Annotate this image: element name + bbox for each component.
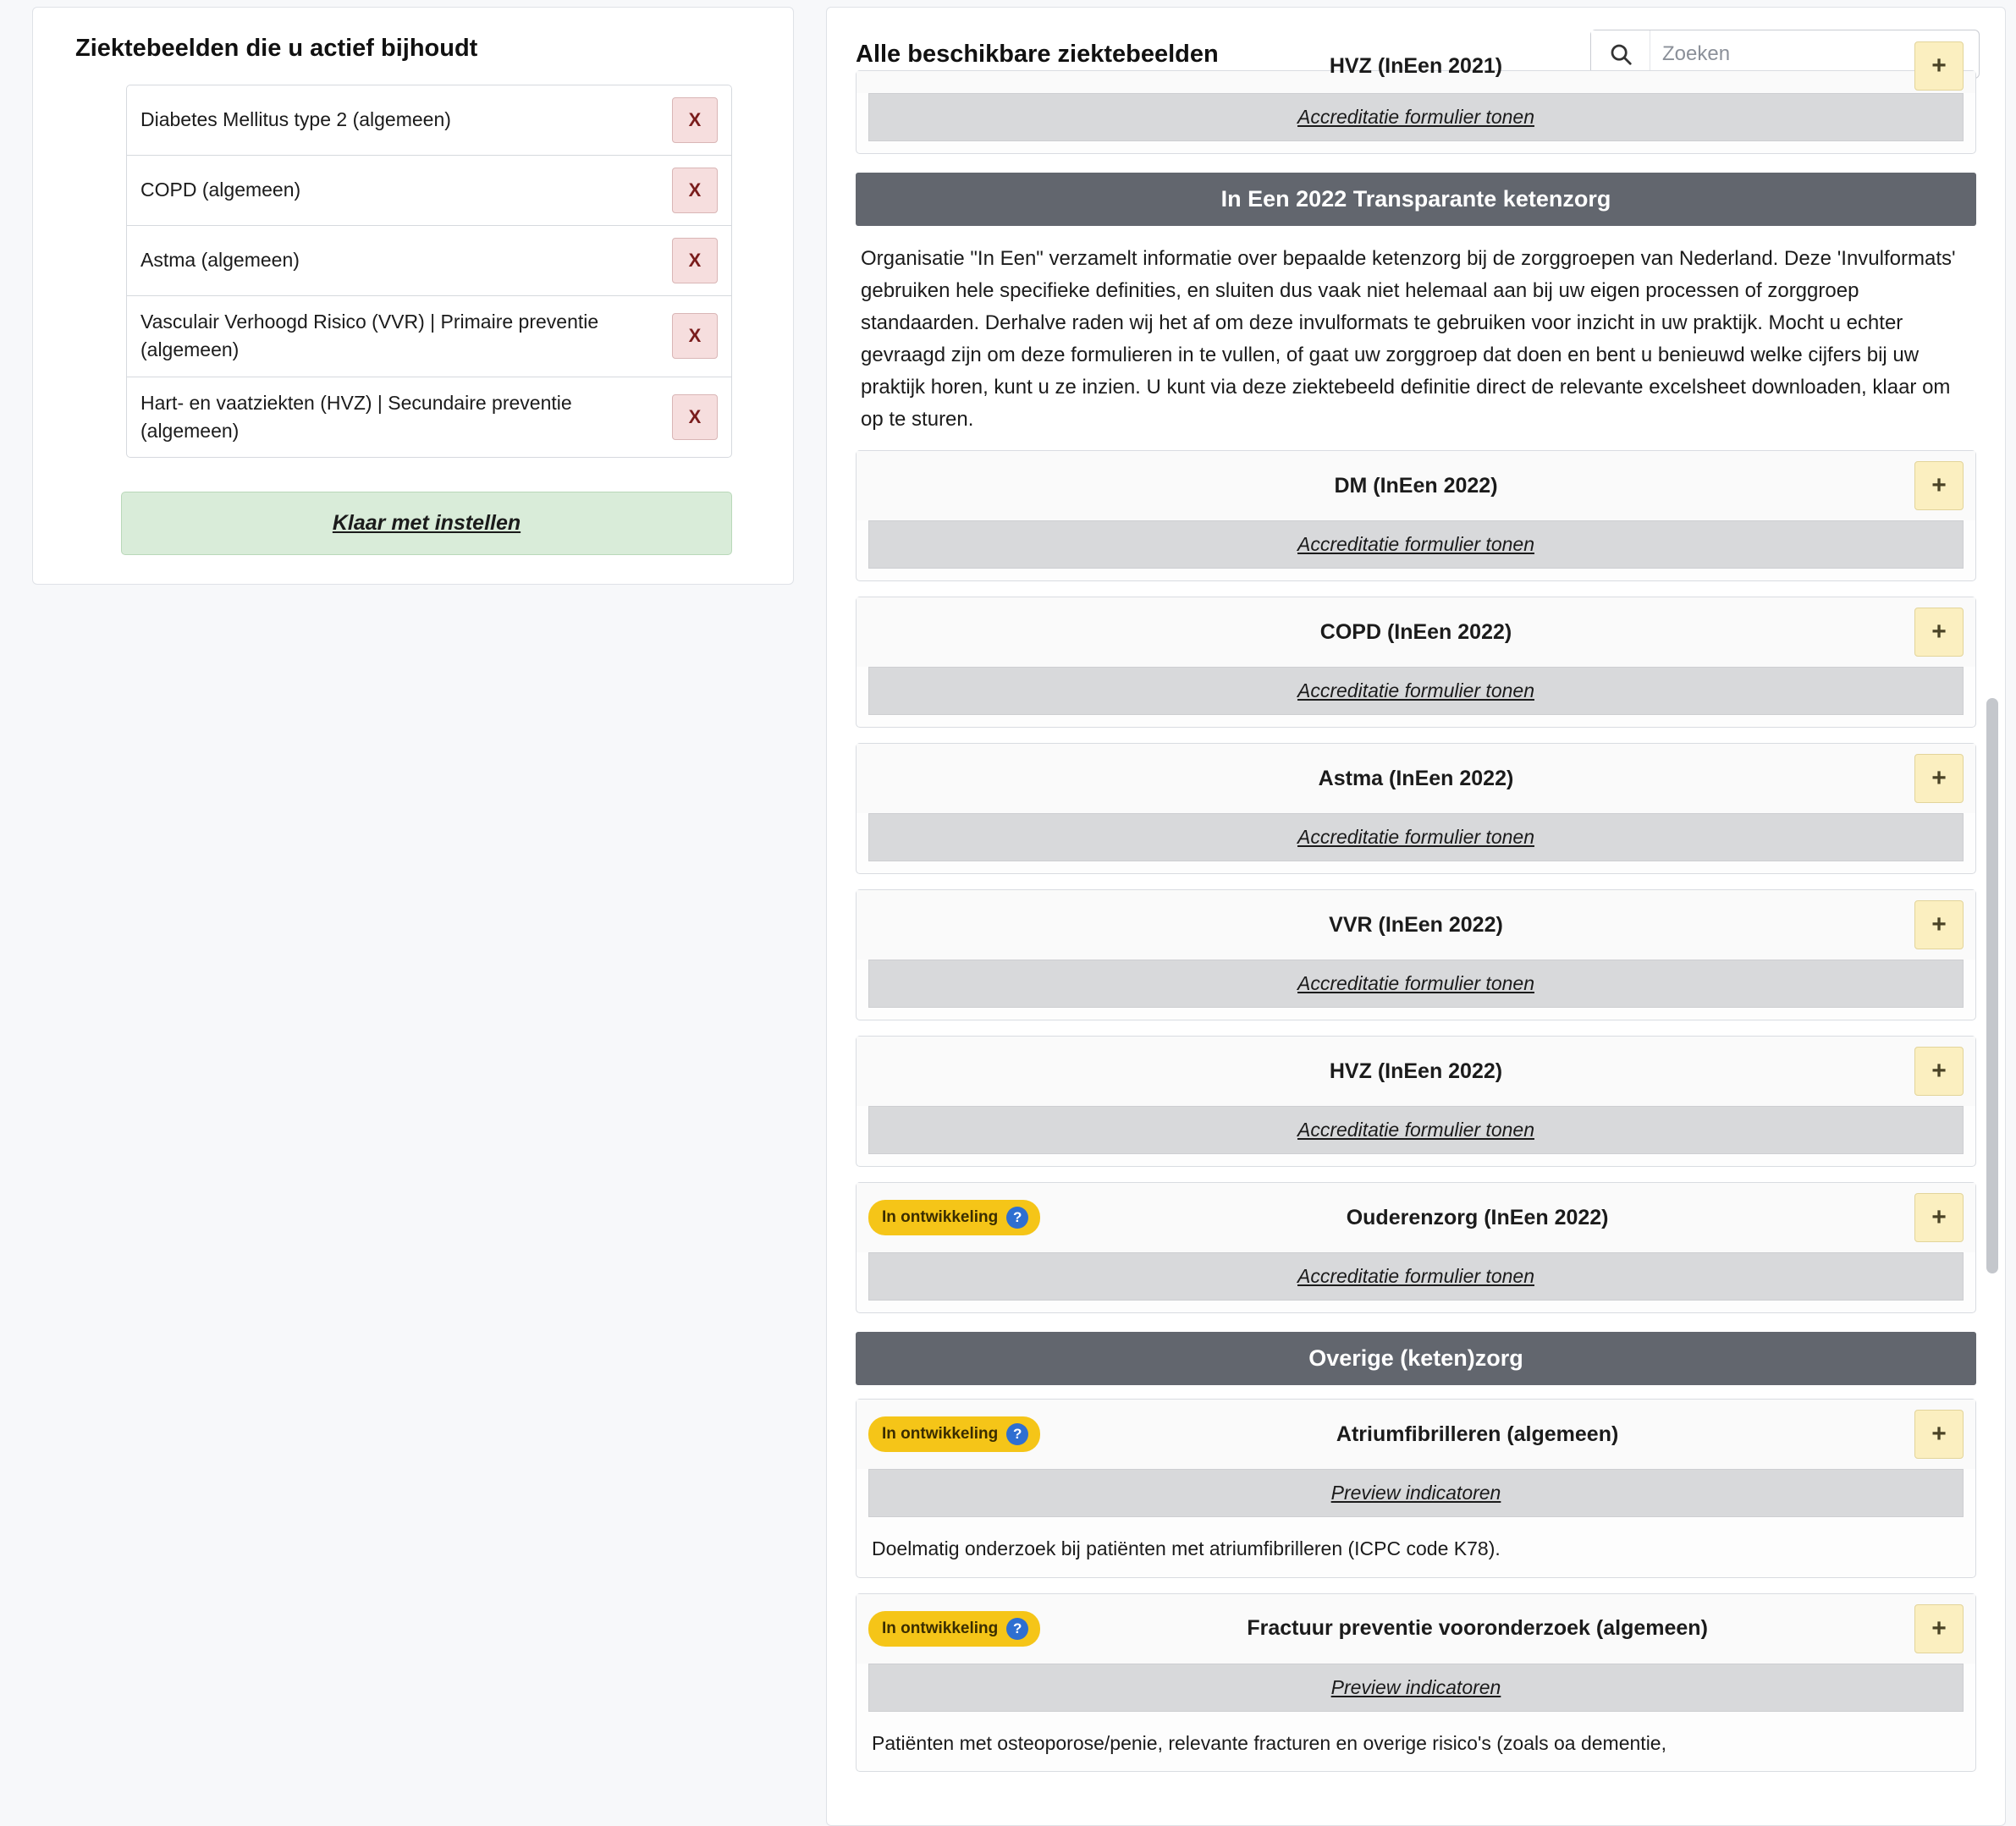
section-header-overige-ketenzorg: Overige (keten)zorg [856, 1332, 1976, 1385]
available-diseases-panel [826, 7, 2006, 1826]
disease-card [856, 597, 1976, 728]
disease-title: Atriumfibrilleren (algemeen) [1336, 1422, 1619, 1446]
disease-card-header [857, 451, 1975, 520]
remove-disease-button[interactable]: X [672, 168, 718, 213]
help-icon[interactable]: ? [1006, 1423, 1028, 1445]
disease-card [856, 889, 1976, 1020]
disease-card [856, 450, 1976, 581]
disease-card [856, 1182, 1976, 1313]
active-disease-label: Diabetes Mellitus type 2 (algemeen) [140, 108, 451, 131]
disease-title: DM (InEen 2022) [1334, 473, 1498, 498]
active-disease-label: Hart- en vaatziekten (HVZ) | Secundaire preventie (algemeen) [140, 391, 572, 443]
disease-title: Ouderenzorg (InEen 2022) [1346, 1205, 1609, 1229]
disease-card-header [857, 1183, 1975, 1252]
disease-title: Astma (InEen 2022) [1318, 766, 1514, 790]
finish-setup-button[interactable]: Klaar met instellen [121, 492, 732, 555]
add-disease-button[interactable]: + [1914, 1047, 1964, 1096]
left-panel-title: Ziektebeelden die u actief bijhoudt [75, 35, 478, 62]
show-accreditation-form-link[interactable]: Accreditatie formulier tonen [868, 813, 1964, 861]
list-item[interactable] [127, 377, 731, 458]
add-disease-button[interactable]: + [1914, 608, 1964, 657]
add-disease-button[interactable]: + [1914, 461, 1964, 510]
disease-title: HVZ (InEen 2021) [1329, 53, 1503, 78]
disease-card-header [857, 1400, 1975, 1469]
disease-card-header [857, 890, 1975, 960]
remove-disease-button[interactable]: X [672, 394, 718, 440]
list-item[interactable] [127, 85, 731, 156]
disease-card [856, 743, 1976, 874]
disease-card [856, 1036, 1976, 1167]
status-badge [868, 1611, 1040, 1647]
section-description: Organisatie "In Een" verzamelt informatie over bepaalde ketenzorg bij de zorggroepen van Nederland. Deze 'Invulformats' gebruiken hele specifieke definities, en sluiten dus vaak niet helemaal aan bij uw eigen processen of zorggroep standaarden. Derhalve raden wij het af om deze invulformats te gebruiken voor inzicht in uw praktijk. Mocht u echter gevraagd zijn om deze formulieren in te vullen, of gaat uw zorggroep dat doen en bent u benieuwd welke cijfers bij uw praktijk horen, kunt u ze inzien. U kunt via deze ziektebeeld definitie direct de relevante excelsheet downloaden, klaar om op te sturen. [861, 247, 1956, 431]
preview-indicators-link[interactable]: Preview indicatoren [868, 1469, 1964, 1517]
disease-card-header [857, 1594, 1975, 1664]
add-disease-button[interactable]: + [1914, 754, 1964, 803]
show-accreditation-form-link[interactable]: Accreditatie formulier tonen [868, 1106, 1964, 1154]
list-item[interactable] [127, 296, 731, 377]
scrollbar[interactable] [1986, 89, 1998, 1818]
active-diseases-panel [32, 7, 794, 585]
show-accreditation-form-link[interactable]: Accreditatie formulier tonen [868, 960, 1964, 1008]
active-disease-label: Astma (algemeen) [140, 249, 300, 272]
help-icon[interactable]: ? [1006, 1618, 1028, 1640]
disease-card-header [857, 744, 1975, 813]
add-disease-button[interactable]: + [1914, 1193, 1964, 1242]
list-item[interactable] [127, 156, 731, 226]
disease-title: HVZ (InEen 2022) [1329, 1059, 1503, 1083]
section-header-ineen-2022: In Een 2022 Transparante ketenzorg [856, 173, 1976, 226]
disease-description: Patiënten met osteoporose/penie, relevante fracturen en overige risico's (zoals oa dementie, [872, 1731, 1666, 1754]
preview-indicators-link[interactable]: Preview indicatoren [868, 1664, 1964, 1712]
status-badge-label: In ontwikkeling [882, 1619, 999, 1637]
disease-card-header [857, 1037, 1975, 1106]
help-icon[interactable]: ? [1006, 1207, 1028, 1229]
disease-card [856, 1399, 1976, 1578]
disease-card [856, 1593, 1976, 1773]
remove-disease-button[interactable]: X [672, 238, 718, 283]
list-item[interactable] [127, 226, 731, 296]
show-accreditation-form-link[interactable]: Accreditatie formulier tonen [868, 1252, 1964, 1301]
status-badge [868, 1416, 1040, 1452]
disease-card-header [857, 597, 1975, 667]
right-panel-title: Alle beschikbare ziektebeelden [856, 40, 1219, 68]
disease-title: COPD (InEen 2022) [1319, 619, 1512, 644]
active-diseases-list [126, 85, 732, 458]
active-disease-label: Vasculair Verhoogd Risico (VVR) | Primaire preventie (algemeen) [140, 311, 599, 361]
add-disease-button[interactable]: + [1914, 900, 1964, 949]
show-accreditation-form-link[interactable]: Accreditatie formulier tonen [868, 667, 1964, 715]
add-disease-button[interactable]: + [1914, 1604, 1964, 1653]
show-accreditation-form-link[interactable]: Accreditatie formulier tonen [868, 93, 1964, 141]
remove-disease-button[interactable]: X [672, 313, 718, 359]
active-disease-label: COPD (algemeen) [140, 179, 301, 201]
disease-description: Doelmatig onderzoek bij patiënten met atriumfibrilleren (ICPC code K78). [872, 1537, 1501, 1560]
status-badge-label: In ontwikkeling [882, 1425, 999, 1444]
remove-disease-button[interactable]: X [672, 97, 718, 143]
disease-title: Fractuur preventie vooronderzoek (algemeen) [1247, 1616, 1708, 1641]
status-badge-label: In ontwikkeling [882, 1208, 999, 1227]
add-disease-button[interactable]: + [1914, 1410, 1964, 1459]
scrollbar-thumb[interactable] [1986, 698, 1998, 1273]
disease-title: VVR (InEen 2022) [1329, 912, 1503, 937]
add-disease-button[interactable]: + [1914, 41, 1964, 91]
show-accreditation-form-link[interactable]: Accreditatie formulier tonen [868, 520, 1964, 569]
status-badge [868, 1200, 1040, 1235]
